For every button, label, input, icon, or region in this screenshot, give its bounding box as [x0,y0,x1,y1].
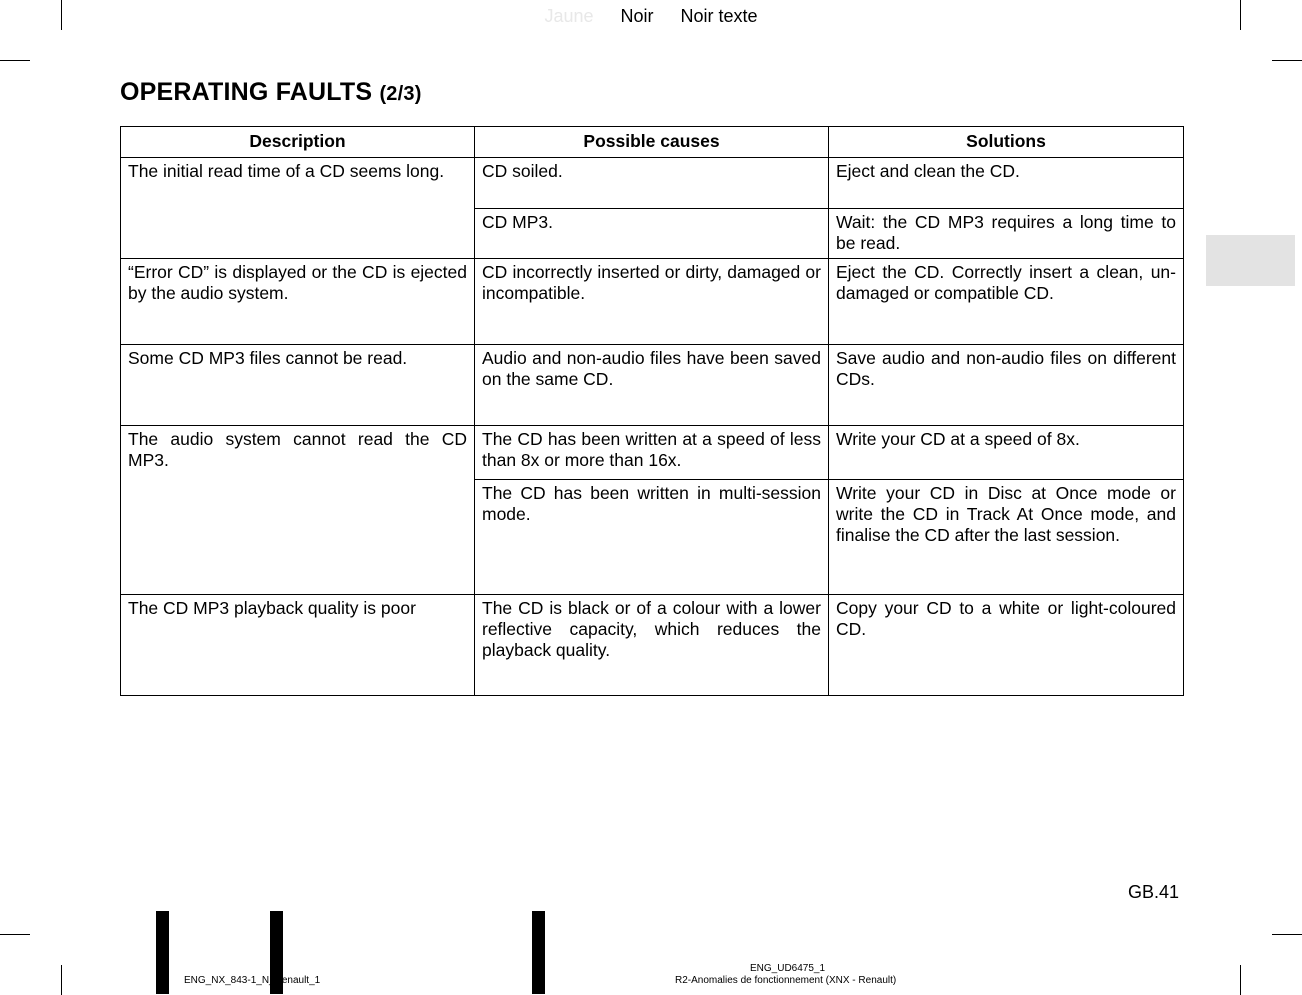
header-causes: Possible causes [475,127,829,158]
cause-cell: CD MP3. [475,209,829,259]
cause-cell: The CD has been written in multi-session mode. [475,480,829,595]
cause-cell: CD incorrectly inserted or dirty, damaged or incompatible. [475,259,829,345]
page-title [120,78,422,107]
solution-cell: Eject the CD. Correctly insert a clean, undamaged or compatible CD. [829,259,1184,345]
color-separation-marks [0,6,1302,27]
faults-table [120,126,1184,696]
description-cell: The audio system cannot read the CD MP3. [121,426,475,595]
solution-cell: Write your CD at a speed of 8x. [829,426,1184,480]
solution-cell: Copy your CD to a white or light-coloured CD. [829,595,1184,696]
header-solutions: Solutions [829,127,1184,158]
section-tab [1206,235,1295,286]
page-part: (2/3) [379,83,422,105]
page-title-text: OPERATING FAULTS [120,78,373,106]
description-cell: The CD MP3 playback quality is poor [121,595,475,696]
footer-left-ref: ENG_NX_843-1_N_Renault_1 [184,975,321,986]
solution-cell: Write your CD in Disc at Once mode or write the CD in Track At Once mode, and finalise the CD after the last session. [829,480,1184,595]
description-cell: “Error CD” is displayed or the CD is ejected by the audio system. [121,259,475,345]
cause-cell: The CD is black or of a colour with a lower reflective capacity, which reduces the playback quality. [475,595,829,696]
header-description: Description [121,127,475,158]
solution-cell: Save audio and non-audio files on different CDs. [829,345,1184,426]
crop-mark [61,965,62,995]
cause-cell: The CD has been written at a speed of less than 8x or more than 16x. [475,426,829,480]
table-row [121,426,1184,480]
crop-mark [1272,60,1302,61]
footer-right-section: R2-Anomalies de fonctionnement (XNX - Renault) [675,975,897,986]
table-row [121,158,1184,209]
table-row [121,345,1184,426]
cause-cell: Audio and non-audio files have been saved on the same CD. [475,345,829,426]
registration-bar [532,911,545,994]
solution-cell: Eject and clean the CD. [829,158,1184,209]
color-mark-noir: Noir [620,6,654,26]
table-header-row [121,127,1184,158]
crop-mark [0,60,30,61]
footer-right-ref: ENG_UD6475_1 [750,963,826,974]
registration-bar [156,911,169,994]
crop-mark [1272,934,1302,935]
crop-mark [1240,965,1241,995]
table-row [121,595,1184,696]
color-mark-jaune: Jaune [544,6,594,26]
solution-cell: Wait: the CD MP3 requires a long time to be read. [829,209,1184,259]
color-mark-noir-texte: Noir texte [680,6,758,26]
page-number: GB.41 [1128,882,1180,902]
table-row [121,259,1184,345]
description-cell: Some CD MP3 files cannot be read. [121,345,475,426]
cause-cell: CD soiled. [475,158,829,209]
description-cell: The initial read time of a CD seems long. [121,158,475,259]
crop-mark [0,934,30,935]
